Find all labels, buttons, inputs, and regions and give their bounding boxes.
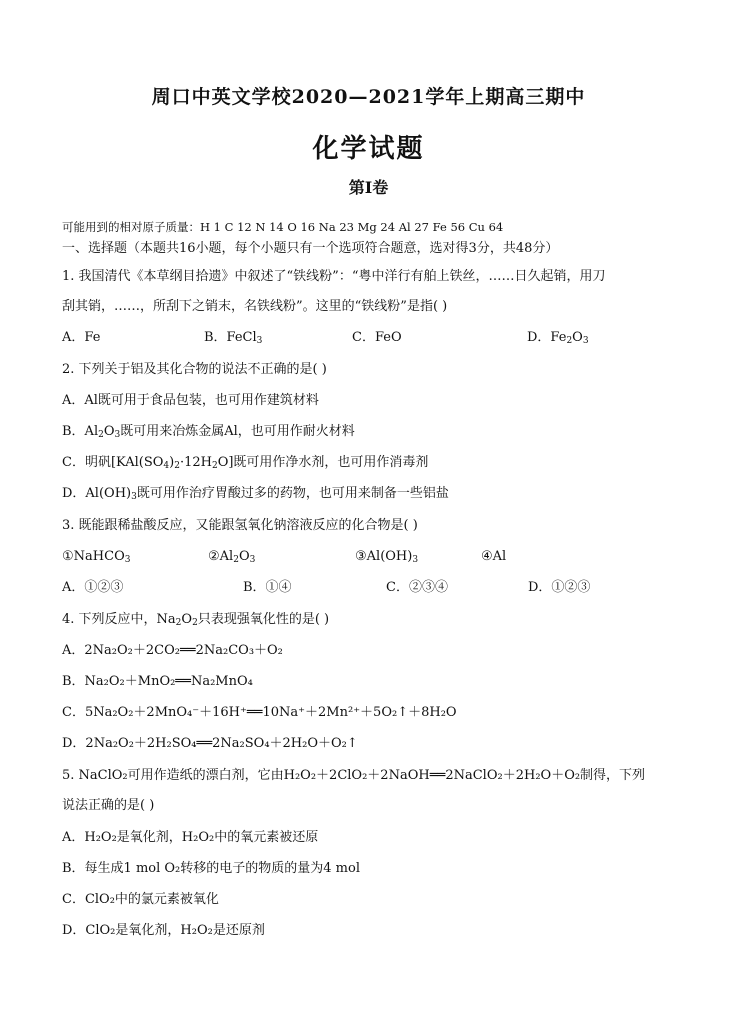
q3-option-c: C．②③④ — [386, 580, 448, 595]
q3-item-4: ④Al — [481, 549, 507, 564]
q3-option-a: A．①②③ — [62, 580, 124, 595]
q2-option-b: B．$Al_2O_3$既可用来冶炼金属Al，也可用作耐火材料 — [62, 424, 355, 440]
q1-option-d: D．$Fe_2O_3$ — [527, 330, 589, 346]
exam-title: 周口中英文学校2020—2021学年上期高三期中 — [151, 86, 586, 108]
section-heading: 一、选择题（本题共16小题，每个小题只有一个选项符合题意，选对得3分，共48分） — [62, 241, 559, 256]
q1-option-a: A．Fe — [62, 330, 101, 345]
q4-option-a: A．2Na₂O₂＋2CO₂══2Na₂CO₃＋O₂ — [62, 643, 283, 658]
q1-stem-line1: 1. 我国清代《本草纲目拾遗》中叙述了“铁线粉”：“粤中洋行有舶上铁丝，……日久起销，用刀 — [62, 269, 606, 284]
q3-option-b: B．①④ — [243, 580, 292, 595]
q4-option-b: B．Na₂O₂＋MnO₂══Na₂MnO₄ — [62, 674, 253, 689]
q3-stem: 3. 既能跟稀盐酸反应，又能跟氢氧化钠溶液反应的化合物是( ) — [62, 518, 418, 533]
subject-title: 化学试题 — [312, 134, 425, 164]
q1-option-c: C．FeO — [352, 330, 402, 345]
q5-option-a: A．H₂O₂是氧化剂，H₂O₂中的氧元素被还原 — [62, 830, 319, 845]
q2-option-a: A．Al既可用于食品包装，也可用作建筑材料 — [62, 393, 319, 408]
q1-option-b: B．FeCl$_3$ — [204, 330, 263, 346]
q5-stem-line1: 5. NaClO₂可用作造纸的漂白剂，它由H₂O₂＋2ClO₂＋2NaOH══2NaClO₂＋2H₂O＋O₂制得，下列 — [62, 768, 646, 783]
q3-option-d: D．①②③ — [528, 580, 591, 595]
atomic-masses: 可能用到的相对原子质量：H 1 C 12 N 14 O 16 Na 23 Mg 24 Al 27 Fe 56 Cu 64 — [62, 220, 504, 234]
q3-item-3: $③Al(OH)_3$ — [355, 549, 419, 565]
q5-stem-line2: 说法正确的是( ) — [62, 798, 155, 813]
volume-label: 第Ⅰ卷 — [348, 178, 389, 197]
q5-option-d: D．ClO₂是氧化剂，H₂O₂是还原剂 — [62, 923, 265, 938]
q4-option-d: D．2Na₂O₂＋2H₂SO₄══2Na₂SO₄＋2H₂O＋O₂↑ — [62, 736, 358, 751]
q1-stem-line2: 刮其销，……，所刮下之销末，名铁线粉”。这里的“铁线粉”是指( ) — [62, 299, 448, 314]
q5-option-c: C．ClO₂中的氯元素被氧化 — [62, 892, 219, 907]
q2-option-c: C．明矾$[KAl(SO_4)_2\cdot 12H_2O]$既可用作净水剂，也可用作消毒剂 — [62, 455, 429, 471]
q2-stem: 2. 下列关于铝及其化合物的说法不正确的是( ) — [62, 362, 327, 377]
q3-item-2: $②Al_2O_3$ — [208, 549, 256, 565]
q3-item-1: ①NaHCO$_3$ — [62, 549, 131, 565]
q5-option-b: B．每生成1 mol O₂转移的电子的物质的量为4 mol — [62, 861, 360, 876]
q4-stem: 4. 下列反应中，$Na_2O_2$只表现强氧化性的是( ) — [62, 612, 330, 628]
q2-option-d: D．$Al(OH)_3$既可用作治疗胃酸过多的药物，也可用来制备一些铝盐 — [62, 486, 449, 502]
q4-option-c: C．5Na₂O₂＋2MnO₄⁻＋16H⁺══10Na⁺＋2Mn²⁺＋5O₂↑＋8H₂O — [62, 705, 457, 720]
